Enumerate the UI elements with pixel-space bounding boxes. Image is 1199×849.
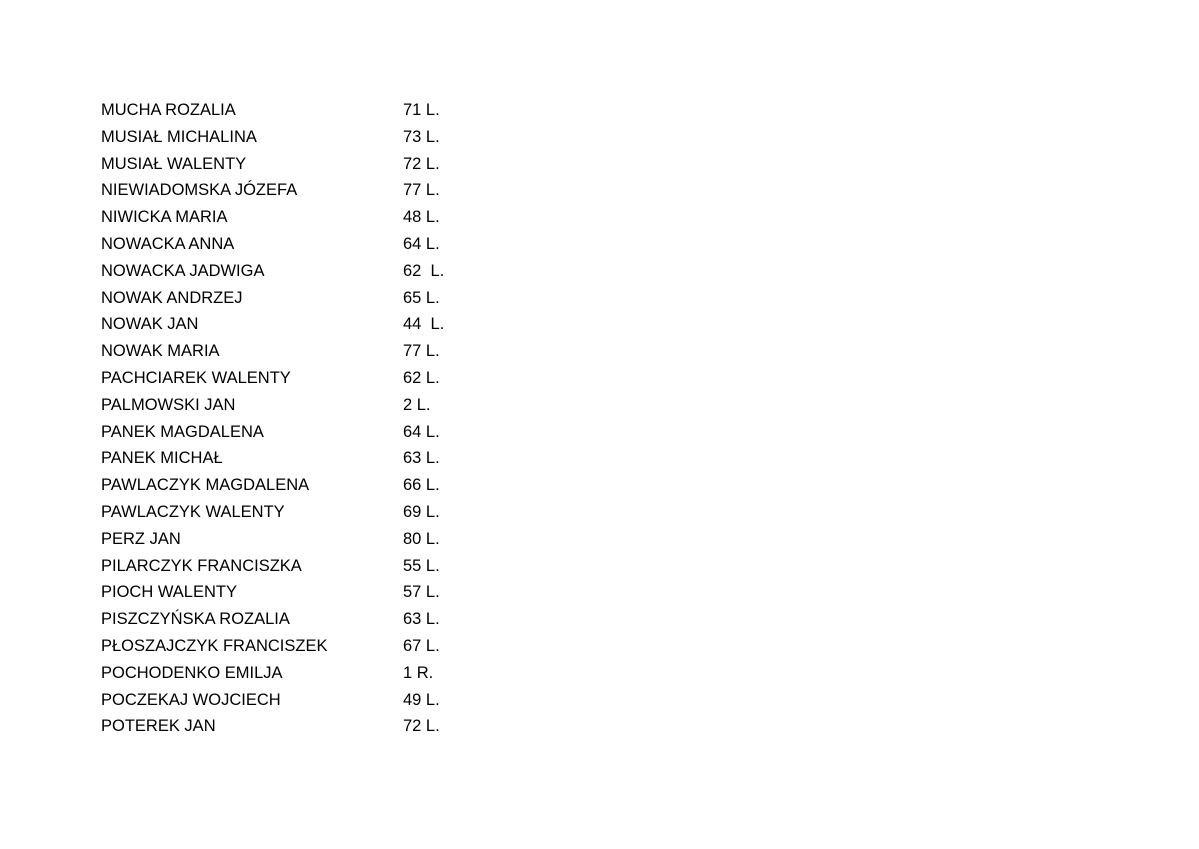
- list-item: [101, 687, 444, 714]
- list-item: [101, 472, 444, 499]
- list-item: [101, 204, 444, 231]
- entry-age: 1 R.: [403, 663, 434, 682]
- entry-name: POCHODENKO EMILJA: [101, 663, 283, 682]
- entry-age: 62 L.: [403, 368, 440, 387]
- list-item: [101, 151, 444, 178]
- list-item: [101, 97, 444, 124]
- list-item: [101, 445, 444, 472]
- entry-age: 2 L.: [403, 395, 431, 414]
- entry-age: 73 L.: [403, 127, 440, 146]
- entry-name: NOWAK ANDRZEJ: [101, 288, 243, 307]
- list-item: [101, 365, 444, 392]
- entry-name: NOWACKA ANNA: [101, 234, 235, 253]
- entry-name: NOWAK MARIA: [101, 342, 220, 361]
- entry-age: 72 L.: [403, 717, 440, 736]
- entry-name: PANEK MICHAŁ: [101, 449, 223, 468]
- list-item: [101, 419, 444, 446]
- entry-age: 65 L.: [403, 288, 440, 307]
- list-item: [101, 177, 444, 204]
- entry-age: 80 L.: [403, 529, 440, 548]
- list-item: [101, 633, 444, 660]
- entry-age: 49 L.: [403, 690, 440, 709]
- list-item: [101, 311, 444, 338]
- entry-name: NIEWIADOMSKA JÓZEFA: [101, 181, 298, 200]
- entry-age: 77 L.: [403, 342, 440, 361]
- entry-name: PANEK MAGDALENA: [101, 422, 264, 441]
- entry-name: PISZCZYŃSKA ROZALIA: [101, 610, 290, 629]
- list-item: [101, 499, 444, 526]
- list-item: [101, 124, 444, 151]
- entry-name: MUSIAŁ MICHALINA: [101, 127, 257, 146]
- list-item: [101, 579, 444, 606]
- list-item: [101, 553, 444, 580]
- entry-name: PILARCZYK FRANCISZKA: [101, 556, 302, 575]
- entry-name: MUSIAŁ WALENTY: [101, 154, 247, 173]
- entry-name: PAWLACZYK MAGDALENA: [101, 476, 310, 495]
- entry-age: 64 L.: [403, 422, 440, 441]
- entry-name: PŁOSZAJCZYK FRANCISZEK: [101, 636, 328, 655]
- entry-name: MUCHA ROZALIA: [101, 101, 236, 119]
- entry-age: 77 L.: [403, 181, 440, 200]
- entry-age: 63 L.: [403, 610, 440, 629]
- entry-name: NOWAK JAN: [101, 315, 199, 334]
- list-item: [101, 231, 444, 258]
- entry-name: PIOCH WALENTY: [101, 583, 237, 602]
- entry-age: 55 L.: [403, 556, 440, 575]
- entry-age: 63 L.: [403, 449, 440, 468]
- entry-age: 62 L.: [403, 261, 445, 280]
- entry-age: 57 L.: [403, 583, 440, 602]
- entry-name: NOWACKA JADWIGA: [101, 261, 265, 280]
- entry-age: 72 L.: [403, 154, 440, 173]
- list-item: [101, 526, 444, 553]
- list-item: [101, 258, 444, 285]
- entry-age: 66 L.: [403, 476, 440, 495]
- entry-name: PALMOWSKI JAN: [101, 395, 236, 414]
- entry-name: NIWICKA MARIA: [101, 208, 228, 227]
- entry-age: 48 L.: [403, 208, 440, 227]
- list-item: [101, 285, 444, 312]
- entry-name: POCZEKAJ WOJCIECH: [101, 690, 281, 709]
- entry-age: 71 L.: [403, 101, 440, 119]
- entry-age: 64 L.: [403, 234, 440, 253]
- list-item: [101, 660, 444, 687]
- list-item: [101, 713, 444, 740]
- list-item: [101, 392, 444, 419]
- entry-age: 44 L.: [403, 315, 445, 334]
- entry-name: PAWLACZYK WALENTY: [101, 502, 285, 521]
- entry-age: 67 L.: [403, 636, 440, 655]
- name-age-list: [101, 97, 444, 740]
- entry-age: 69 L.: [403, 502, 440, 521]
- entry-name: PERZ JAN: [101, 529, 181, 548]
- entry-name: PACHCIAREK WALENTY: [101, 368, 291, 387]
- list-item: [101, 338, 444, 365]
- entry-name: POTEREK JAN: [101, 717, 216, 736]
- list-item: [101, 606, 444, 633]
